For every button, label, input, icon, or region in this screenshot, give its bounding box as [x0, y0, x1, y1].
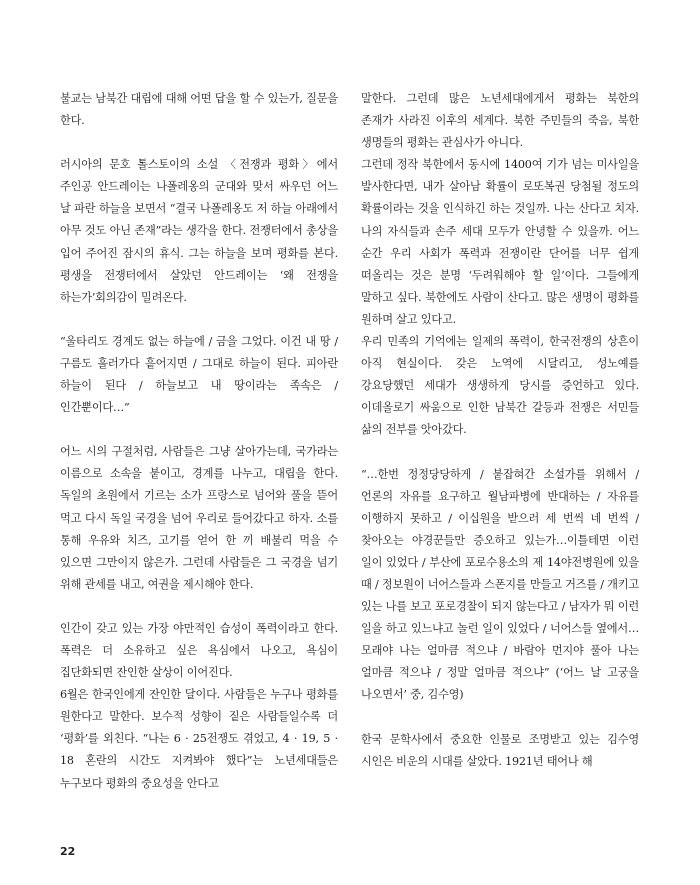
paragraph-gap [361, 707, 639, 729]
paragraph: 우리 민족의 기억에는 일제의 폭력이, 한국전쟁의 상흔이 아직 현실이다. 갖은 노역에 시달리고, 성노예를 강요당했던 세대가 생생하게 당시를 증언하고 있다. 이데올로기 싸움으로 인한 남북간 갈등과 전쟁은 서민들 삶의 전부를 앗아갔다. [361, 335, 639, 437]
page-number: 22 [60, 845, 76, 858]
paragraph-gap [361, 442, 639, 464]
paragraph-gap [60, 309, 338, 331]
paragraph-gap [60, 596, 338, 618]
paragraph: 어느 시의 구절처럼, 사람들은 그냥 살아가는데, 국가라는 이름으로 소속을 붙이고, 경계를 나누고, 대립을 한다. 독일의 초원에서 기르는 소가 프랑스로 넘어와 풀을 뜯어 먹고 다시 독일 국경을 넘어 우리로 들어갔다고 하자. 소를 통해 우유와 치즈, 고기를 얻어 한 끼 배불리 먹을 수 있으면 그만이지 않은가. 그런데 사람들은 그 국경을 넘기 위해 관세를 내고, 여권을 제시해야 한다. [60, 445, 338, 591]
paragraph-gap [60, 419, 338, 441]
poem-quote: “…한번 정정당당하게 / 붙잡혀간 소설가를 위해서 / 언론의 자유를 요구하고 월남파병에 반대하는 / 자유를 이행하지 못하고 / 이십원을 받으러 세 번씩 네 번씩 / 찾아오는 야경꾼들만 증오하고 있는가…이틀테면 이런 일이 있었다 / 부산에 포로수용소의 제 14야전병원에 있을 때 / 정보원이 너어스들과 스폰지를 만들고 거즈를 / 개키고 있는 나를 보고 포로경찰이 되지 않는다고 / 남자가 뭐 이런 일을 하고 있느냐고 놀런 일이 있었다 / 너어스들 옆에서…모래야 나는 얼마큼 적으냐 / 바람아 먼지야 풀아 나는 얼마큼 적으냐 / 정말 얼마큼 적으냐” (‘어느 날 고궁을 나오면서’ 중, 김수영) [361, 467, 639, 702]
poem-quote: “울타리도 경계도 없는 하늘에 / 금을 그었다. 이건 내 땅 / 구름도 흘러가다 흩어지면 / 그대로 하늘이 된다. 피아란 하늘이 된다 / 하늘보고 내 땅이라는 족속은 / 인간뿐이다…” [60, 334, 338, 415]
paragraph: 불교는 남북간 대립에 대해 어떤 답을 할 수 있는가, 질문을 한다. [60, 92, 338, 128]
paragraph: 러시아의 문호 톨스토이의 소설 〈전쟁과 평화〉에서 주인공 안드레이는 나폴레옹의 군대와 맞서 싸우던 어느 날 파란 하늘을 보면서 “결국 나폴레옹도 저 하늘 아래에서 아무 것도 아닌 존재”라는 생각을 한다. 전쟁터에서 총상을 입어 주어진 잠시의 휴식. 그는 하늘을 보며 평화를 본다. 평생을 전쟁터에서 살았던 안드레이는 ‘왜 전쟁을 하는가’회의감이 밀려온다. [60, 158, 338, 304]
paragraph: 인간이 갖고 있는 가장 야만적인 습성이 폭력이라고 한다. 폭력은 더 소유하고 싶은 욕심에서 나오고, 욕심이 집단화되면 잔인한 살상이 이어진다. [60, 621, 338, 680]
right-column [361, 88, 639, 773]
paragraph: 그런데 정작 북한에서 동시에 1400여 기가 넘는 미사일을 발사한다면, 내가 살아남 확률이 로또복권 당첨될 정도의 확률이라는 것을 인식하긴 하는 것일까. 나는 산다고 치자. 나의 자식들과 손주 세대 모두가 안녕할 수 있을까. 어느 순간 우리 사회가 폭력과 전쟁이란 단어를 너무 쉽게 떠올리는 것은 분명 ‘두려워해야 할 일’이다. 그들에게 말하고 싶다. 북한에도 사람이 산다고. 많은 생명이 평화를 원하며 살고 있다고. [361, 158, 639, 326]
paragraph: 6월은 한국인에게 잔인한 달이다. 사람들은 누구나 평화를 원한다고 말한다. 보수적 성향이 짙은 사람들일수록 더 ‘평화’를 외친다. “나는 6 · 25전쟁도 겪었고, 4 · 19, 5 · 18 혼란의 시간도 지켜봐야 했다”는 노년세대들은 누구보다 평화의 중요성을 안다고 [60, 688, 338, 790]
paragraph: 한국 문학사에서 중요한 인물로 조명받고 있는 김수영 시인은 비운의 시대를 살았다. 1921년 태어나 해 [361, 732, 639, 768]
paragraph-gap [60, 132, 338, 154]
left-column [60, 88, 338, 795]
paragraph: 말한다. 그런데 많은 노년세대에게서 평화는 북한의 존재가 사라진 이후의 세계다. 북한 주민들의 죽음, 북한 생명들의 평화는 관심사가 아니다. [361, 92, 639, 150]
